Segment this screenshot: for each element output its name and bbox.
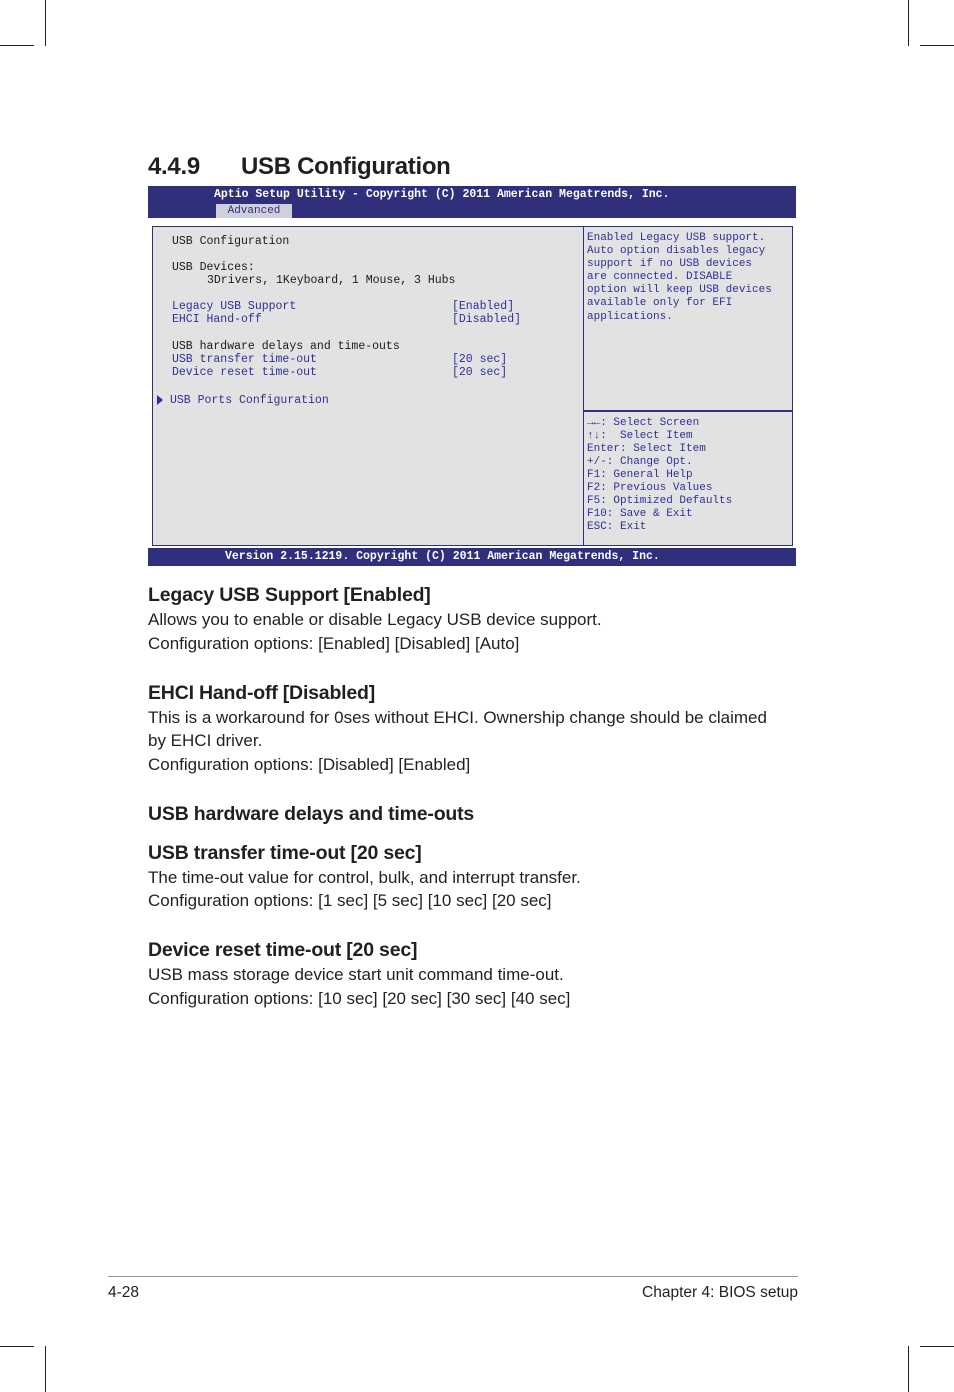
device-reset-timeout-item[interactable]: Device reset time-out [172, 366, 317, 379]
key-legend-item: →←: Select Screen [587, 417, 700, 429]
bios-header-title: Aptio Setup Utility - Copyright (C) 2011 American Megatrends, Inc. [214, 188, 670, 201]
usb-ports-configuration-item[interactable]: USB Ports Configuration [170, 394, 329, 407]
crop-mark [45, 0, 46, 46]
crop-mark [45, 1346, 46, 1392]
section-name: USB Configuration [241, 153, 451, 180]
crop-mark [0, 45, 34, 46]
bios-main-panel [152, 226, 585, 546]
bios-main-heading: USB Configuration [172, 235, 290, 248]
legacy-usb-heading: Legacy USB Support [Enabled] [148, 584, 431, 606]
bios-help-panel [583, 226, 793, 546]
section-number: 4.4.9 [148, 153, 200, 180]
ehci-description-cont: by EHCI driver. [148, 731, 263, 750]
transfer-timeout-options: Configuration options: [1 sec] [5 sec] [10 sec] [20 sec] [148, 891, 552, 910]
crop-mark [908, 1346, 909, 1392]
legacy-usb-support-value[interactable]: [Enabled] [452, 300, 515, 313]
usb-devices-value: 3Drivers, 1Keyboard, 1 Mouse, 3 Hubs [207, 274, 456, 287]
delays-heading: USB hardware delays and time-outs [172, 340, 400, 353]
delays-section-heading: USB hardware delays and time-outs [148, 803, 475, 825]
usb-transfer-timeout-value[interactable]: [20 sec] [452, 353, 508, 366]
usb-transfer-timeout-item[interactable]: USB transfer time-out [172, 353, 317, 366]
legacy-usb-options: Configuration options: [Enabled] [Disabled] [Auto] [148, 634, 520, 653]
chapter-label: Chapter 4: BIOS setup [642, 1284, 798, 1301]
reset-timeout-options: Configuration options: [10 sec] [20 sec] [30 sec] [40 sec] [148, 989, 571, 1008]
bios-footer [148, 548, 796, 566]
transfer-timeout-description: The time-out value for control, bulk, and interrupt transfer. [148, 868, 581, 887]
crop-mark [920, 1346, 954, 1347]
ehci-hand-off-value[interactable]: [Disabled] [452, 313, 522, 326]
crop-mark [920, 45, 954, 46]
crop-mark [908, 0, 909, 46]
key-legend-item: F2: Previous Values [587, 482, 713, 494]
ehci-options: Configuration options: [Disabled] [Enabled] [148, 755, 471, 774]
key-legend-item: ↑↓: Select Item [587, 430, 693, 442]
legacy-usb-support-item[interactable]: Legacy USB Support [172, 300, 297, 313]
key-legend-item: +/-: Change Opt. [587, 456, 693, 468]
key-legend-item: F5: Optimized Defaults [587, 495, 733, 507]
ehci-heading: EHCI Hand-off [Disabled] [148, 682, 376, 704]
bios-tab-advanced[interactable]: Advanced [216, 204, 292, 218]
legacy-usb-description: Allows you to enable or disable Legacy USB device support. [148, 610, 602, 629]
section-title [148, 153, 451, 181]
transfer-timeout-heading: USB transfer time-out [20 sec] [148, 842, 422, 864]
device-reset-timeout-value[interactable]: [20 sec] [452, 366, 508, 379]
bios-footer-text: Version 2.15.1219. Copyright (C) 2011 American Megatrends, Inc. [225, 550, 660, 563]
key-legend [587, 417, 732, 534]
key-legend-item: Enter: Select Item [587, 443, 706, 455]
crop-mark [0, 1346, 34, 1347]
help-text: Enabled Legacy USB support. Auto option disables legacy support if no USB devices are connected. DISABLE option will keep USB devices available only for EFI applications. [587, 232, 772, 323]
reset-timeout-heading: Device reset time-out [20 sec] [148, 939, 418, 961]
ehci-hand-off-item[interactable]: EHCI Hand-off [172, 313, 262, 326]
help-divider [584, 410, 792, 412]
bios-screenshot [148, 186, 796, 566]
usb-devices-label: USB Devices: [172, 261, 255, 274]
submenu-arrow-icon [157, 395, 163, 405]
ehci-description: This is a workaround for 0ses without EHCI. Ownership change should be claimed [148, 708, 767, 727]
key-legend-item: F1: General Help [587, 469, 693, 481]
footer-rule [108, 1276, 798, 1277]
reset-timeout-description: USB mass storage device start unit command time-out. [148, 965, 564, 984]
key-legend-item: F10: Save & Exit [587, 508, 693, 520]
page-number: 4-28 [108, 1284, 140, 1301]
bios-header [148, 186, 796, 218]
key-legend-item: ESC: Exit [587, 521, 647, 533]
